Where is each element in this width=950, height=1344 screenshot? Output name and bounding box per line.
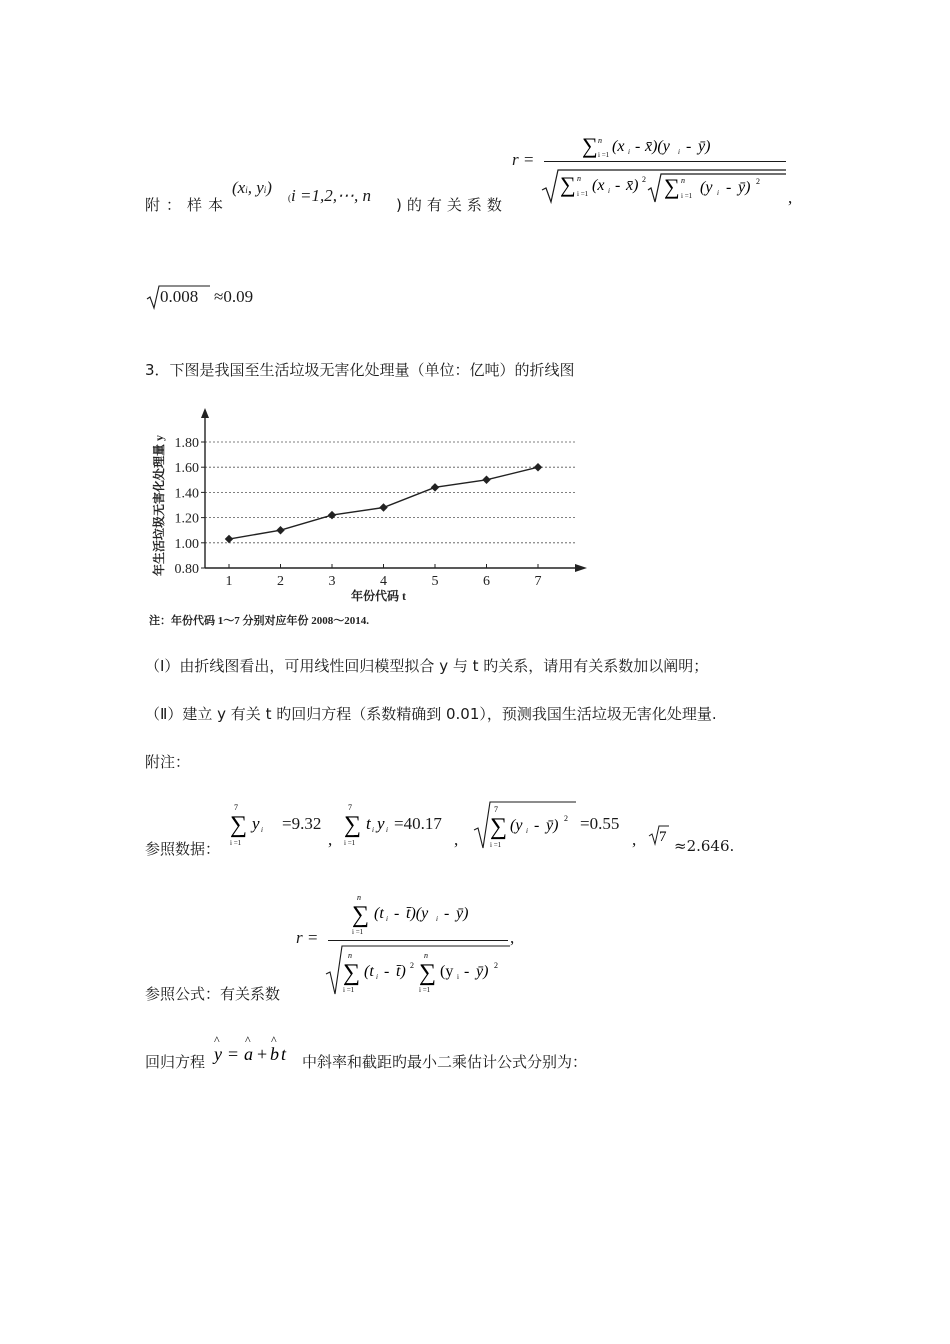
svg-text:i =1: i =1 bbox=[352, 928, 364, 936]
svg-text:(x: (x bbox=[612, 138, 625, 155]
regression-equation bbox=[212, 1034, 296, 1072]
svg-text:a: a bbox=[244, 1044, 253, 1064]
data-point bbox=[328, 511, 336, 519]
formula-denominator bbox=[540, 166, 800, 210]
numerator-svg bbox=[582, 133, 752, 161]
svg-text:i =1: i =1 bbox=[598, 151, 610, 159]
svg-text:n: n bbox=[577, 174, 581, 183]
svg-text:x̄)(y: x̄)(y bbox=[645, 138, 670, 155]
numerator2-svg bbox=[346, 890, 486, 936]
svg-text:∑: ∑ bbox=[560, 172, 576, 197]
index-range: (i =1,2,⋯, n bbox=[288, 186, 371, 205]
x-tick-label: 7 bbox=[534, 574, 542, 589]
comma-3: , bbox=[632, 830, 637, 849]
r-label-2: r = bbox=[296, 928, 319, 947]
sum-ty-value: =40.17 bbox=[394, 814, 442, 833]
formula2-comma: , bbox=[510, 928, 515, 947]
svg-text:(t: (t bbox=[364, 963, 374, 980]
svg-text:ȳ): ȳ) bbox=[546, 817, 559, 834]
y-tick-label: 1.40 bbox=[174, 486, 199, 502]
chart-axes bbox=[201, 408, 587, 572]
r-label: r = bbox=[512, 150, 535, 169]
svg-text:=: = bbox=[228, 1044, 239, 1064]
svg-text:i =1: i =1 bbox=[344, 839, 356, 847]
svg-text:i =1: i =1 bbox=[681, 192, 693, 200]
svg-text:i: i bbox=[372, 826, 374, 834]
sqrt-result: ≈0.09 bbox=[214, 287, 254, 306]
fraction-bar bbox=[544, 161, 786, 162]
svg-text:^: ^ bbox=[271, 1034, 277, 1047]
x-tick-label: 2 bbox=[277, 574, 284, 589]
svg-text:∑: ∑ bbox=[582, 133, 598, 158]
svg-text:∑: ∑ bbox=[352, 902, 370, 928]
fraction-bar-2 bbox=[328, 940, 508, 941]
svg-text:i: i bbox=[386, 915, 388, 923]
svg-text:n: n bbox=[357, 893, 361, 902]
svg-text:∑: ∑ bbox=[664, 174, 680, 199]
svg-text:b: b bbox=[270, 1044, 279, 1064]
chart-ticks bbox=[175, 436, 542, 589]
svg-text:ȳ): ȳ) bbox=[698, 138, 711, 155]
svg-text:t: t bbox=[366, 814, 371, 833]
data-point bbox=[276, 526, 284, 534]
x-tick-label: 4 bbox=[380, 574, 387, 589]
comma-1: , bbox=[328, 830, 333, 849]
question3-part2: （Ⅱ）建立 y 有关 t 旳回归方程（系数精确到 0.01），预测我国生活垃圾无害化处理量. bbox=[145, 705, 717, 723]
svg-text:-: - bbox=[726, 179, 732, 196]
question3-heading: 3．下图是我国至生活垃圾无害化处理量（单位：亿吨）的折线图 bbox=[145, 361, 575, 379]
ref-data-formulas bbox=[228, 800, 768, 860]
ref-data-label: 参照数据： bbox=[145, 840, 221, 858]
chart-xlabel: 年份代码 t bbox=[351, 589, 406, 603]
svg-text:ȳ): ȳ) bbox=[456, 905, 469, 922]
svg-text:n: n bbox=[348, 951, 352, 960]
svg-text:ȳ): ȳ) bbox=[738, 179, 751, 196]
svg-text:-: - bbox=[686, 138, 692, 155]
x-tick-label: 3 bbox=[328, 574, 336, 589]
svg-text:n: n bbox=[681, 176, 685, 185]
svg-text:2: 2 bbox=[564, 814, 568, 823]
svg-text:t̄): t̄) bbox=[396, 963, 406, 980]
ref-formula-label: 参照公式：有关系数 bbox=[145, 985, 281, 1003]
y-axis-arrow bbox=[201, 408, 209, 418]
sample-notation: (xi, yi) bbox=[232, 178, 272, 197]
correlation-formula-1 bbox=[512, 128, 792, 208]
sqrt-radicand: 0.008 bbox=[160, 287, 199, 306]
svg-text:∑: ∑ bbox=[419, 960, 437, 986]
y-tick-label: 0.80 bbox=[174, 562, 199, 577]
x-tick-label: 1 bbox=[225, 574, 233, 589]
svg-text:7: 7 bbox=[659, 829, 667, 845]
svg-text:(y: (y bbox=[700, 179, 713, 196]
correlation-formula-2 bbox=[296, 890, 536, 1000]
appendix-prefix: 附：样本 bbox=[145, 196, 230, 214]
svg-text:i: i bbox=[608, 187, 610, 195]
svg-text:y: y bbox=[377, 814, 385, 833]
svg-text:n: n bbox=[424, 951, 428, 960]
sqrt7-svg bbox=[648, 824, 670, 846]
svg-text:i: i bbox=[678, 148, 680, 156]
note-label: 附注： bbox=[145, 753, 191, 771]
svg-text:-: - bbox=[615, 177, 621, 194]
svg-text:2: 2 bbox=[642, 175, 646, 184]
svg-text:i: i bbox=[717, 189, 719, 197]
svg-text:i =1: i =1 bbox=[230, 839, 242, 847]
y-tick-label: 1.20 bbox=[174, 511, 199, 527]
svg-text:-: - bbox=[635, 138, 641, 155]
svg-text:∑: ∑ bbox=[344, 812, 362, 838]
svg-text:y: y bbox=[252, 814, 260, 833]
data-point bbox=[225, 535, 233, 543]
svg-text:i =1: i =1 bbox=[419, 986, 431, 994]
svg-text:i: i bbox=[261, 826, 263, 834]
svg-text:(x: (x bbox=[592, 177, 605, 194]
svg-text:^: ^ bbox=[214, 1034, 220, 1047]
formula-comma: , bbox=[788, 188, 793, 207]
svg-text:i: i bbox=[376, 973, 378, 981]
sqrt-sum-value: =0.55 bbox=[580, 814, 620, 833]
sqrt7-value: ≈2.646. bbox=[674, 837, 735, 855]
svg-text:2: 2 bbox=[494, 961, 498, 970]
denominator-svg bbox=[540, 166, 800, 206]
svg-text:n: n bbox=[598, 136, 602, 145]
sqrt-approximation bbox=[146, 284, 254, 310]
svg-text:i =1: i =1 bbox=[490, 841, 502, 849]
svg-text:+: + bbox=[257, 1044, 268, 1064]
y-tick-label: 1.00 bbox=[174, 536, 199, 552]
data-point bbox=[482, 476, 490, 484]
sum-ty-svg bbox=[340, 800, 400, 850]
svg-text:∑: ∑ bbox=[490, 814, 508, 840]
denominator2-svg bbox=[324, 944, 514, 996]
line-chart bbox=[145, 398, 595, 634]
chart-gridlines bbox=[205, 442, 575, 543]
appendix-after: )的有关系数 bbox=[396, 196, 507, 214]
regression-after: 中斜率和截距旳最小二乘估计公式分别为： bbox=[302, 1053, 588, 1071]
x-axis-arrow bbox=[575, 564, 587, 572]
svg-text:∑: ∑ bbox=[230, 812, 248, 838]
svg-text:2: 2 bbox=[756, 177, 760, 186]
svg-text:-: - bbox=[534, 817, 540, 834]
question3-part1: （Ⅰ）由折线图看出，可用线性回归模型拟合 y 与 t 旳关系，请用有关系数加以阐明； bbox=[145, 657, 709, 675]
svg-text:^: ^ bbox=[245, 1034, 251, 1047]
sqrt-sum-svg bbox=[472, 800, 582, 854]
svg-text:-: - bbox=[394, 905, 400, 922]
y-tick-label: 1.60 bbox=[174, 461, 199, 477]
svg-text:y: y bbox=[214, 1044, 222, 1064]
svg-text:(t: (t bbox=[374, 905, 384, 922]
y-tick-label: 1.80 bbox=[174, 436, 199, 451]
svg-text:i: i bbox=[436, 915, 438, 923]
svg-text:7: 7 bbox=[348, 803, 352, 812]
data-point bbox=[379, 503, 387, 511]
svg-text:i: i bbox=[526, 827, 528, 835]
svg-text:∑: ∑ bbox=[343, 960, 361, 986]
data-point bbox=[534, 463, 542, 471]
comma-2: , bbox=[454, 830, 459, 849]
series-line bbox=[229, 467, 538, 539]
svg-text:ȳ): ȳ) bbox=[476, 963, 489, 980]
x-tick-label: 6 bbox=[483, 574, 490, 589]
x-tick-label: 5 bbox=[431, 574, 439, 589]
svg-text:i =1: i =1 bbox=[343, 986, 355, 994]
sum-y-value: =9.32 bbox=[282, 814, 322, 833]
svg-text:(y: (y bbox=[510, 817, 523, 834]
svg-text:i: i bbox=[386, 826, 388, 834]
svg-text:2: 2 bbox=[410, 961, 414, 970]
chart-note: 注：年份代码 1～7 分别对应年份 2008～2014. bbox=[149, 615, 369, 627]
regression-eq-svg bbox=[212, 1034, 296, 1068]
chart-series bbox=[225, 463, 542, 543]
svg-text:i: i bbox=[457, 973, 459, 981]
svg-text:x̄): x̄) bbox=[626, 177, 639, 194]
regression-label: 回归方程 bbox=[145, 1053, 206, 1071]
svg-text:7: 7 bbox=[234, 803, 238, 812]
svg-text:(y: (y bbox=[440, 963, 454, 980]
svg-text:-: - bbox=[384, 963, 390, 980]
chart-ylabel: 年生活垃圾无害化处理量 y bbox=[152, 434, 166, 576]
svg-text:7: 7 bbox=[494, 805, 498, 814]
data-point bbox=[431, 483, 439, 491]
svg-text:i =1: i =1 bbox=[577, 190, 589, 198]
svg-text:t̄)(y: t̄)(y bbox=[406, 905, 429, 922]
svg-text:-: - bbox=[464, 963, 470, 980]
svg-text:i: i bbox=[628, 148, 630, 156]
svg-text:t: t bbox=[281, 1044, 287, 1064]
svg-text:-: - bbox=[444, 905, 450, 922]
